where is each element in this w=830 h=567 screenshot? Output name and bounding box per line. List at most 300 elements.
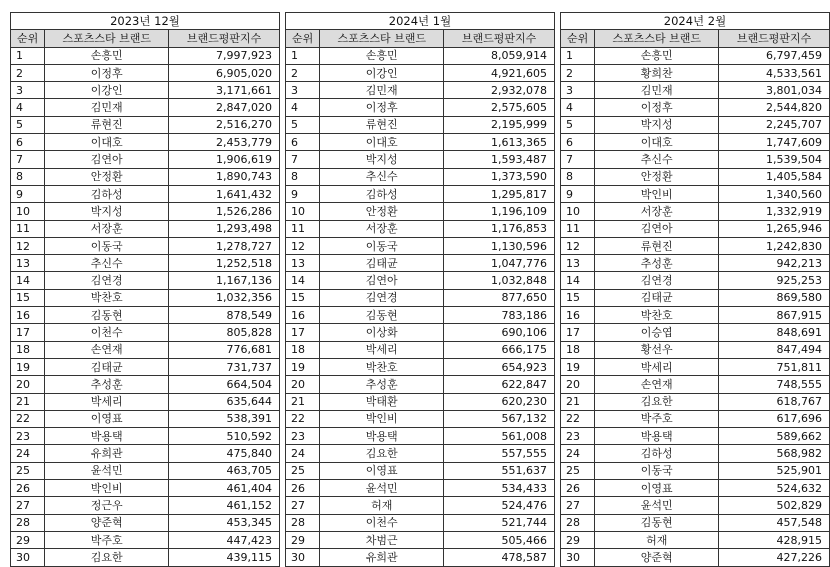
name-cell: 차범근 [320, 531, 444, 548]
ranking-table-2 [285, 12, 555, 567]
table-row [286, 445, 555, 462]
score-cell: 1,373,590 [444, 168, 555, 185]
table-row [11, 134, 280, 151]
score-cell: 1,167,136 [169, 272, 280, 289]
name-cell: 김요한 [45, 549, 169, 566]
name-cell: 안정환 [45, 168, 169, 185]
score-cell: 869,580 [719, 289, 830, 306]
name-cell: 이상화 [320, 324, 444, 341]
score-cell: 1,295,817 [444, 185, 555, 202]
name-cell: 김동현 [320, 307, 444, 324]
name-cell: 김태균 [45, 358, 169, 375]
score-cell: 4,533,561 [719, 64, 830, 81]
table-row [286, 134, 555, 151]
rank-cell: 14 [11, 272, 45, 289]
score-cell: 8,059,914 [444, 47, 555, 64]
header-brand: 스포츠스타 브랜드 [595, 30, 719, 47]
table-row [11, 220, 280, 237]
table-row [286, 289, 555, 306]
name-cell: 김연아 [595, 220, 719, 237]
score-cell: 848,691 [719, 324, 830, 341]
name-cell: 류현진 [45, 116, 169, 133]
table-row [11, 151, 280, 168]
score-cell: 1,032,848 [444, 272, 555, 289]
score-cell: 1,890,743 [169, 168, 280, 185]
score-cell: 1,340,560 [719, 185, 830, 202]
table-row [11, 393, 280, 410]
name-cell: 이대호 [320, 134, 444, 151]
name-cell: 김동현 [45, 307, 169, 324]
rank-cell: 30 [11, 549, 45, 566]
name-cell: 추신수 [320, 168, 444, 185]
score-cell: 1,265,946 [719, 220, 830, 237]
score-cell: 1,906,619 [169, 151, 280, 168]
score-cell: 538,391 [169, 410, 280, 427]
rank-cell: 30 [561, 549, 595, 566]
rank-cell: 25 [561, 462, 595, 479]
name-cell: 김연아 [45, 151, 169, 168]
score-cell: 847,494 [719, 341, 830, 358]
rank-cell: 8 [11, 168, 45, 185]
rank-cell: 6 [11, 134, 45, 151]
table-row [286, 341, 555, 358]
name-cell: 손연재 [595, 376, 719, 393]
rank-cell: 6 [286, 134, 320, 151]
table-row [561, 237, 830, 254]
rank-cell: 3 [286, 82, 320, 99]
rank-cell: 24 [11, 445, 45, 462]
table-row [561, 116, 830, 133]
table-row [561, 480, 830, 497]
rank-cell: 15 [286, 289, 320, 306]
rank-cell: 1 [561, 47, 595, 64]
table-row [561, 185, 830, 202]
name-cell: 김연경 [45, 272, 169, 289]
score-cell: 1,641,432 [169, 185, 280, 202]
rank-cell: 17 [286, 324, 320, 341]
rank-cell: 17 [11, 324, 45, 341]
table-row [11, 203, 280, 220]
table-row [561, 307, 830, 324]
rank-cell: 21 [561, 393, 595, 410]
table-row [561, 497, 830, 514]
name-cell: 박세리 [595, 358, 719, 375]
name-cell: 김요한 [595, 393, 719, 410]
table-row [561, 531, 830, 548]
rank-cell: 25 [11, 462, 45, 479]
score-cell: 925,253 [719, 272, 830, 289]
rank-cell: 6 [561, 134, 595, 151]
table-row [561, 134, 830, 151]
rank-cell: 26 [561, 480, 595, 497]
table-row [11, 428, 280, 445]
name-cell: 김민재 [45, 99, 169, 116]
name-cell: 이강인 [320, 64, 444, 81]
header-brand: 스포츠스타 브랜드 [320, 30, 444, 47]
table-row [11, 410, 280, 427]
table-row [11, 462, 280, 479]
table-row [286, 376, 555, 393]
name-cell: 이영표 [595, 480, 719, 497]
table-row [561, 358, 830, 375]
rank-cell: 27 [561, 497, 595, 514]
table-row [11, 497, 280, 514]
score-cell: 463,705 [169, 462, 280, 479]
name-cell: 이천수 [45, 324, 169, 341]
rank-cell: 30 [286, 549, 320, 566]
name-cell: 김하성 [45, 185, 169, 202]
name-cell: 박인비 [320, 410, 444, 427]
name-cell: 추성훈 [45, 376, 169, 393]
name-cell: 이동국 [320, 237, 444, 254]
score-cell: 524,476 [444, 497, 555, 514]
score-cell: 1,526,286 [169, 203, 280, 220]
score-cell: 521,744 [444, 514, 555, 531]
rank-cell: 27 [286, 497, 320, 514]
rank-cell: 23 [286, 428, 320, 445]
name-cell: 김연경 [595, 272, 719, 289]
score-cell: 589,662 [719, 428, 830, 445]
rank-cell: 15 [11, 289, 45, 306]
name-cell: 김태균 [320, 255, 444, 272]
name-cell: 이대호 [595, 134, 719, 151]
rank-cell: 12 [561, 237, 595, 254]
name-cell: 손흥민 [45, 47, 169, 64]
table-row [11, 549, 280, 566]
table-row [286, 237, 555, 254]
table-row [561, 82, 830, 99]
score-cell: 748,555 [719, 376, 830, 393]
score-cell: 453,345 [169, 514, 280, 531]
rank-cell: 29 [561, 531, 595, 548]
rank-cell: 22 [561, 410, 595, 427]
rank-cell: 12 [11, 237, 45, 254]
name-cell: 김연아 [320, 272, 444, 289]
name-cell: 박지성 [320, 151, 444, 168]
table-row [11, 272, 280, 289]
name-cell: 박찬호 [45, 289, 169, 306]
score-cell: 617,696 [719, 410, 830, 427]
table-row [11, 255, 280, 272]
name-cell: 손연재 [45, 341, 169, 358]
rank-cell: 26 [11, 480, 45, 497]
rank-cell: 8 [561, 168, 595, 185]
score-cell: 457,548 [719, 514, 830, 531]
score-cell: 942,213 [719, 255, 830, 272]
name-cell: 손흥민 [320, 47, 444, 64]
rank-cell: 15 [561, 289, 595, 306]
table-row [561, 341, 830, 358]
table-row [286, 393, 555, 410]
name-cell: 류현진 [595, 237, 719, 254]
table-row [11, 237, 280, 254]
rank-cell: 10 [286, 203, 320, 220]
score-cell: 2,195,999 [444, 116, 555, 133]
rank-cell: 9 [561, 185, 595, 202]
name-cell: 유희관 [45, 445, 169, 462]
table-row [286, 358, 555, 375]
rank-cell: 14 [561, 272, 595, 289]
name-cell: 박용택 [45, 428, 169, 445]
score-cell: 622,847 [444, 376, 555, 393]
rank-cell: 19 [286, 358, 320, 375]
rank-cell: 24 [561, 445, 595, 462]
rank-cell: 22 [286, 410, 320, 427]
rank-cell: 13 [11, 255, 45, 272]
score-cell: 1,293,498 [169, 220, 280, 237]
table-row [11, 99, 280, 116]
rank-cell: 27 [11, 497, 45, 514]
name-cell: 추신수 [45, 255, 169, 272]
score-cell: 2,245,707 [719, 116, 830, 133]
table-row [561, 289, 830, 306]
name-cell: 박세리 [45, 393, 169, 410]
table-row [11, 307, 280, 324]
name-cell: 추성훈 [320, 376, 444, 393]
name-cell: 추신수 [595, 151, 719, 168]
score-cell: 878,549 [169, 307, 280, 324]
score-cell: 690,106 [444, 324, 555, 341]
table-row [561, 99, 830, 116]
score-cell: 3,801,034 [719, 82, 830, 99]
rank-cell: 28 [286, 514, 320, 531]
name-cell: 이영표 [320, 462, 444, 479]
table-row [561, 514, 830, 531]
table-row [286, 203, 555, 220]
rank-cell: 13 [286, 255, 320, 272]
score-cell: 1,130,596 [444, 237, 555, 254]
score-cell: 510,592 [169, 428, 280, 445]
table-row [561, 462, 830, 479]
rank-cell: 20 [11, 376, 45, 393]
table-row [561, 376, 830, 393]
table-row [561, 445, 830, 462]
rank-cell: 11 [561, 220, 595, 237]
name-cell: 이승엽 [595, 324, 719, 341]
table-month-title: 2024년 1월 [286, 13, 555, 30]
name-cell: 안정환 [320, 203, 444, 220]
score-cell: 776,681 [169, 341, 280, 358]
score-cell: 666,175 [444, 341, 555, 358]
score-cell: 505,466 [444, 531, 555, 548]
table-row [286, 82, 555, 99]
header-brand: 스포츠스타 브랜드 [45, 30, 169, 47]
rank-cell: 11 [286, 220, 320, 237]
name-cell: 허재 [320, 497, 444, 514]
rank-cell: 23 [11, 428, 45, 445]
rank-cell: 3 [11, 82, 45, 99]
rank-cell: 7 [11, 151, 45, 168]
rank-cell: 10 [561, 203, 595, 220]
rank-cell: 4 [286, 99, 320, 116]
name-cell: 류현진 [320, 116, 444, 133]
score-cell: 524,632 [719, 480, 830, 497]
name-cell: 이천수 [320, 514, 444, 531]
rank-cell: 17 [561, 324, 595, 341]
name-cell: 이대호 [45, 134, 169, 151]
name-cell: 서장훈 [320, 220, 444, 237]
score-cell: 3,171,661 [169, 82, 280, 99]
table-row [11, 289, 280, 306]
table-row [286, 549, 555, 566]
score-cell: 461,404 [169, 480, 280, 497]
header-rank: 순위 [11, 30, 45, 47]
rank-cell: 18 [561, 341, 595, 358]
name-cell: 안정환 [595, 168, 719, 185]
score-cell: 1,613,365 [444, 134, 555, 151]
table-month-title: 2024년 2월 [561, 13, 830, 30]
ranking-table-1 [10, 12, 280, 567]
name-cell: 이동국 [45, 237, 169, 254]
name-cell: 손흥민 [595, 47, 719, 64]
score-cell: 731,737 [169, 358, 280, 375]
table-row [286, 410, 555, 427]
score-cell: 2,847,020 [169, 99, 280, 116]
score-cell: 805,828 [169, 324, 280, 341]
score-cell: 618,767 [719, 393, 830, 410]
table-row [11, 445, 280, 462]
name-cell: 이정후 [595, 99, 719, 116]
table-row [11, 358, 280, 375]
name-cell: 유희관 [320, 549, 444, 566]
name-cell: 김민재 [320, 82, 444, 99]
name-cell: 허재 [595, 531, 719, 548]
name-cell: 이정후 [45, 64, 169, 81]
score-cell: 867,915 [719, 307, 830, 324]
table-month-title: 2023년 12월 [11, 13, 280, 30]
table-row [561, 393, 830, 410]
table-row [286, 514, 555, 531]
table-row [286, 272, 555, 289]
rank-cell: 7 [561, 151, 595, 168]
table-row [561, 151, 830, 168]
header-index: 브랜드평판지수 [444, 30, 555, 47]
table-row [561, 168, 830, 185]
score-cell: 1,593,487 [444, 151, 555, 168]
table-row [286, 64, 555, 81]
score-cell: 2,453,779 [169, 134, 280, 151]
score-cell: 877,650 [444, 289, 555, 306]
score-cell: 1,252,518 [169, 255, 280, 272]
name-cell: 서장훈 [595, 203, 719, 220]
score-cell: 1,405,584 [719, 168, 830, 185]
table-row [561, 47, 830, 64]
name-cell: 김하성 [320, 185, 444, 202]
name-cell: 김요한 [320, 445, 444, 462]
score-cell: 2,575,605 [444, 99, 555, 116]
rank-cell: 29 [286, 531, 320, 548]
table-row [561, 255, 830, 272]
ranking-tables [10, 12, 830, 567]
table-row [286, 480, 555, 497]
table-row [11, 185, 280, 202]
name-cell: 양준혁 [45, 514, 169, 531]
table-row [11, 514, 280, 531]
rank-cell: 11 [11, 220, 45, 237]
score-cell: 427,226 [719, 549, 830, 566]
rank-cell: 18 [286, 341, 320, 358]
rank-cell: 14 [286, 272, 320, 289]
score-cell: 1,176,853 [444, 220, 555, 237]
ranking-table-3 [560, 12, 830, 567]
table-row [286, 428, 555, 445]
name-cell: 박찬호 [595, 307, 719, 324]
rank-cell: 3 [561, 82, 595, 99]
name-cell: 윤석민 [45, 462, 169, 479]
table-row [286, 99, 555, 116]
table-row [561, 272, 830, 289]
name-cell: 추성훈 [595, 255, 719, 272]
header-rank: 순위 [286, 30, 320, 47]
score-cell: 525,901 [719, 462, 830, 479]
name-cell: 박주호 [595, 410, 719, 427]
score-cell: 428,915 [719, 531, 830, 548]
score-cell: 1,278,727 [169, 237, 280, 254]
score-cell: 1,242,830 [719, 237, 830, 254]
score-cell: 635,644 [169, 393, 280, 410]
rank-cell: 16 [11, 307, 45, 324]
rank-cell: 2 [561, 64, 595, 81]
rank-cell: 28 [11, 514, 45, 531]
header-index: 브랜드평판지수 [719, 30, 830, 47]
table-row [286, 47, 555, 64]
score-cell: 6,797,459 [719, 47, 830, 64]
table-row [11, 64, 280, 81]
table-row [11, 47, 280, 64]
rank-cell: 16 [286, 307, 320, 324]
name-cell: 김민재 [595, 82, 719, 99]
score-cell: 751,811 [719, 358, 830, 375]
rank-cell: 16 [561, 307, 595, 324]
score-cell: 1,196,109 [444, 203, 555, 220]
header-rank: 순위 [561, 30, 595, 47]
table-row [11, 376, 280, 393]
name-cell: 박지성 [595, 116, 719, 133]
name-cell: 박인비 [595, 185, 719, 202]
table-row [561, 410, 830, 427]
name-cell: 박찬호 [320, 358, 444, 375]
score-cell: 783,186 [444, 307, 555, 324]
score-cell: 2,932,078 [444, 82, 555, 99]
name-cell: 이동국 [595, 462, 719, 479]
score-cell: 461,152 [169, 497, 280, 514]
name-cell: 정근우 [45, 497, 169, 514]
rank-cell: 1 [286, 47, 320, 64]
table-row [286, 255, 555, 272]
rank-cell: 4 [11, 99, 45, 116]
name-cell: 박태환 [320, 393, 444, 410]
rank-cell: 1 [11, 47, 45, 64]
table-row [286, 531, 555, 548]
rank-cell: 20 [561, 376, 595, 393]
rank-cell: 10 [11, 203, 45, 220]
name-cell: 김하성 [595, 445, 719, 462]
score-cell: 475,840 [169, 445, 280, 462]
table-row [286, 497, 555, 514]
name-cell: 박인비 [45, 480, 169, 497]
rank-cell: 7 [286, 151, 320, 168]
table-row [286, 324, 555, 341]
rank-cell: 24 [286, 445, 320, 462]
table-row [561, 203, 830, 220]
rank-cell: 25 [286, 462, 320, 479]
table-row [11, 480, 280, 497]
name-cell: 박세리 [320, 341, 444, 358]
name-cell: 이강인 [45, 82, 169, 99]
name-cell: 김연경 [320, 289, 444, 306]
name-cell: 김동현 [595, 514, 719, 531]
score-cell: 568,982 [719, 445, 830, 462]
